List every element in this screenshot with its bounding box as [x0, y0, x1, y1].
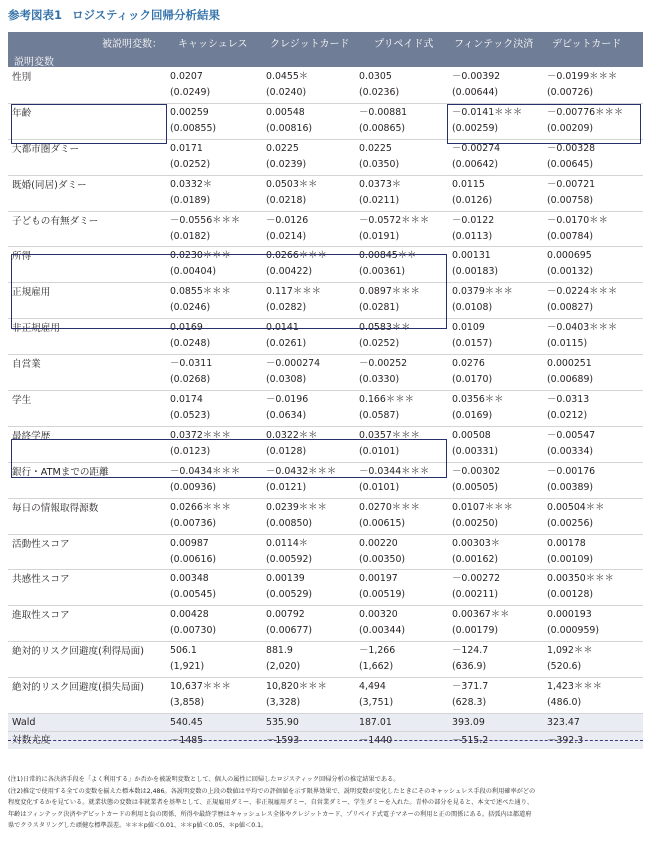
- coefficient-cell: 0.166＊＊＊: [359, 394, 414, 406]
- coefficient-cell: －0.0313: [547, 394, 590, 406]
- std-error-cell: (0.0108): [452, 302, 493, 314]
- row-label: 所得: [12, 251, 32, 263]
- row-label: 共感性スコア: [12, 574, 70, 586]
- row-label: 性別: [12, 72, 32, 83]
- table-row: [8, 535, 643, 571]
- std-error-cell: (0.0170): [452, 374, 493, 386]
- table-notes: [8, 774, 646, 832]
- coefficient-cell: －0.00252: [359, 358, 408, 370]
- coefficient-cell: －0.0170＊＊: [547, 214, 608, 226]
- coefficient-cell: 0.0583＊＊: [359, 322, 411, 334]
- std-error-cell: (0.00389): [547, 481, 594, 493]
- std-error-cell: (486.0): [547, 697, 582, 709]
- coefficient-cell: －0.0126: [266, 214, 309, 226]
- std-error-cell: (1,921): [170, 661, 205, 673]
- std-error-cell: (0.0236): [359, 87, 400, 98]
- coefficient-cell: 0.00197: [359, 573, 398, 585]
- std-error-cell: (0.0113): [452, 230, 493, 242]
- coefficient-cell: 0.0266＊＊＊: [170, 501, 231, 513]
- coefficient-cell: 0.0379＊＊＊: [452, 286, 513, 298]
- coefficient-cell: －0.0122: [452, 214, 495, 226]
- coefficient-cell: －0.0434＊＊＊: [170, 465, 241, 477]
- highlight-box-age-label: [11, 104, 167, 144]
- std-error-cell: (0.00183): [452, 266, 499, 278]
- std-error-cell: (0.0212): [547, 410, 588, 422]
- coefficient-cell: －0.00272: [452, 573, 501, 585]
- coefficient-cell: 0.0372＊＊＊: [170, 429, 231, 441]
- std-error-cell: (0.00644): [452, 87, 499, 98]
- coefficient-cell: 0.0109: [452, 322, 485, 334]
- coefficient-cell: －0.0196: [266, 394, 309, 406]
- loglik-value: －1593: [266, 734, 300, 746]
- table-row: [8, 606, 643, 642]
- std-error-cell: (0.00334): [547, 445, 594, 457]
- coefficient-cell: 1,092＊＊: [547, 645, 593, 657]
- coefficient-cell: 0.0897＊＊＊: [359, 286, 420, 298]
- coefficient-cell: 0.00139: [266, 573, 305, 585]
- std-error-cell: (0.00784): [547, 230, 594, 242]
- table-header: [8, 32, 643, 67]
- std-error-cell: (0.00730): [170, 625, 217, 637]
- column-header-prepaid: プリペイド式: [374, 39, 434, 50]
- coefficient-cell: 0.0503＊＊: [266, 178, 318, 190]
- coefficient-cell: 4,494: [359, 681, 386, 693]
- wald-divider: [8, 740, 643, 741]
- std-error-cell: (0.00350): [359, 553, 406, 565]
- loglik-value: －392.3: [547, 734, 584, 746]
- std-error-cell: (0.0246): [170, 302, 211, 314]
- coefficient-cell: －371.7: [452, 681, 489, 693]
- coefficient-cell: －0.00176: [547, 465, 596, 477]
- table-row: [8, 68, 643, 104]
- note-line: 年齢はフィンテック決済やデビットカードの利用と負の関係、所得や最終学歴はキャッシュレス全体やクレジットカード、プリペイド式電子マネーの利用と正の関係にある。括弧内は都道府: [8, 810, 532, 818]
- std-error-cell: (0.0157): [452, 338, 493, 350]
- explained-variable-label: 被説明変数：: [102, 39, 162, 50]
- coefficient-cell: 0.0855＊＊＊: [170, 286, 231, 298]
- std-error-cell: (0.00529): [266, 589, 313, 601]
- coefficient-cell: －0.00721: [547, 178, 596, 190]
- coefficient-cell: 0.0230＊＊＊: [170, 250, 231, 262]
- row-label: 毎日の情報取得源数: [12, 502, 99, 514]
- table-row: [8, 176, 643, 212]
- table-row: [8, 212, 643, 248]
- std-error-cell: (0.00545): [170, 589, 217, 601]
- loglik-value: －1485: [170, 734, 204, 746]
- table-row: [8, 355, 643, 391]
- coefficient-cell: 10,820＊＊＊: [266, 681, 327, 693]
- std-error-cell: (0.00816): [266, 122, 313, 134]
- std-error-cell: (0.00256): [547, 517, 594, 529]
- std-error-cell: (628.3): [452, 697, 487, 709]
- coefficient-cell: 881.9: [266, 645, 293, 657]
- coefficient-cell: －0.0311: [170, 358, 213, 370]
- std-error-cell: (0.0218): [266, 194, 307, 206]
- loglik-value: －515.2: [452, 734, 489, 746]
- std-error-cell: (0.00642): [452, 158, 499, 170]
- std-error-cell: (0.0350): [359, 158, 400, 170]
- coefficient-cell: 0.00845＊＊: [359, 250, 417, 262]
- table-row: [8, 642, 643, 678]
- coefficient-cell: 0.0225: [359, 142, 392, 154]
- explanatory-variable-label: 説明変数: [14, 57, 54, 68]
- row-label: 自営業: [12, 359, 41, 371]
- coefficient-cell: 0.00428: [170, 609, 209, 621]
- coefficient-cell: 0.0169: [170, 322, 203, 334]
- std-error-cell: (0.0182): [170, 230, 211, 242]
- std-error-cell: (0.0128): [266, 445, 307, 457]
- std-error-cell: (0.0330): [359, 374, 400, 386]
- coefficient-cell: 0.0115: [452, 178, 485, 190]
- std-error-cell: (0.00331): [452, 445, 499, 457]
- column-header-credit-card: クレジットカード: [270, 39, 350, 50]
- std-error-cell: (0.0115): [547, 338, 588, 350]
- std-error-cell: (0.0101): [359, 481, 400, 493]
- std-error-cell: (0.00109): [547, 553, 594, 565]
- highlight-box-income-employment: [11, 254, 447, 329]
- std-error-cell: (0.00865): [359, 122, 406, 134]
- std-error-cell: (0.00850): [266, 517, 313, 529]
- coefficient-cell: 0.0239＊＊＊: [266, 501, 327, 513]
- std-error-cell: (0.00936): [170, 481, 217, 493]
- coefficient-cell: 0.000695: [547, 250, 592, 262]
- std-error-cell: (0.00259): [452, 122, 499, 134]
- coefficient-cell: 506.1: [170, 645, 197, 657]
- std-error-cell: (0.0252): [359, 338, 400, 350]
- coefficient-cell: 0.0174: [170, 394, 203, 406]
- row-label: 絶対的リスク回避度(損失局面): [12, 682, 145, 694]
- coefficient-cell: 0.00504＊＊: [547, 501, 605, 513]
- coefficient-cell: 0.00320: [359, 609, 398, 621]
- coefficient-cell: 0.0455＊: [266, 71, 309, 82]
- std-error-cell: (0.0268): [170, 374, 211, 386]
- coefficient-cell: 0.0305: [359, 71, 392, 82]
- coefficient-cell: －0.0224＊＊＊: [547, 286, 618, 298]
- std-error-cell: (0.00361): [359, 266, 406, 278]
- coefficient-cell: 0.00792: [266, 609, 305, 621]
- std-error-cell: (0.00677): [266, 625, 313, 637]
- std-error-cell: (0.0123): [170, 445, 211, 457]
- std-error-cell: (2,020): [266, 661, 301, 673]
- coefficient-cell: 0.00987: [170, 537, 209, 549]
- coefficient-cell: 0.000251: [547, 358, 592, 370]
- coefficient-cell: 0.0225: [266, 142, 299, 154]
- std-error-cell: (0.0249): [170, 87, 211, 98]
- coefficient-cell: －0.00881: [359, 106, 408, 118]
- std-error-cell: (0.00726): [547, 87, 594, 98]
- std-error-cell: (0.00211): [452, 589, 499, 601]
- coefficient-cell: －0.00274: [452, 142, 501, 154]
- coefficient-cell: 1,423＊＊＊: [547, 681, 602, 693]
- std-error-cell: (0.000959): [547, 625, 600, 637]
- coefficient-cell: 0.00178: [547, 537, 586, 549]
- table-row: [8, 678, 643, 714]
- std-error-cell: (0.00344): [359, 625, 406, 637]
- coefficient-cell: 0.0332＊: [170, 178, 213, 190]
- coefficient-cell: 0.0107＊＊＊: [452, 501, 513, 513]
- wald-value: 540.45: [170, 717, 203, 729]
- std-error-cell: (0.0169): [452, 410, 493, 422]
- wald-value: 323.47: [547, 717, 580, 729]
- coefficient-cell: －124.7: [452, 645, 489, 657]
- std-error-cell: (0.00162): [452, 553, 499, 565]
- figure-title: [8, 5, 220, 25]
- coefficient-cell: －0.0344＊＊＊: [359, 465, 430, 477]
- coefficient-cell: －0.0572＊＊＊: [359, 214, 430, 226]
- coefficient-cell: 0.00350＊＊＊: [547, 573, 614, 585]
- std-error-cell: (0.0214): [266, 230, 307, 242]
- std-error-cell: (0.00505): [452, 481, 499, 493]
- coefficient-cell: －0.00392: [452, 71, 501, 82]
- std-error-cell: (0.00645): [547, 158, 594, 170]
- table-row: [8, 140, 643, 176]
- coefficient-cell: －0.0432＊＊＊: [266, 465, 337, 477]
- std-error-cell: (0.0101): [359, 445, 400, 457]
- note-line: (注2)推定で使用する全ての変数を揃えた標本数は2,486。各説明変数の上段の数値は平均での評価値を示す限界効果で、説明変数が変化したときにそのキャッシュレス手段の利用確率がどの: [8, 787, 536, 795]
- row-label: 進取性スコア: [12, 610, 70, 622]
- column-header-debit-card: デビットカード: [552, 39, 622, 50]
- std-error-cell: (0.0308): [266, 374, 307, 386]
- row-label: 活動性スコア: [12, 538, 70, 550]
- coefficient-cell: 0.00220: [359, 537, 398, 549]
- table-row: [8, 570, 643, 606]
- note-line: 程度変化するかを見ている。就業状態の変数は非就業者を基準として、正規雇用ダミー、非正規雇用ダミー、自営業ダミー、学生ダミーを入れた。青枠の部分を見ると、本文で述べた通り、: [8, 799, 534, 807]
- coefficient-cell: －0.00328: [547, 142, 596, 154]
- row-label: 子どもの有無ダミー: [12, 215, 99, 227]
- coefficient-cell: 0.00348: [170, 573, 209, 585]
- coefficient-cell: －0.0556＊＊＊: [170, 214, 241, 226]
- std-error-cell: (0.0252): [170, 158, 211, 170]
- std-error-cell: (0.00855): [170, 122, 217, 134]
- row-label: 学生: [12, 395, 32, 407]
- std-error-cell: (0.0281): [359, 302, 400, 314]
- column-header-fintech: フィンテック決済: [454, 39, 534, 50]
- std-error-cell: (636.9): [452, 661, 487, 673]
- std-error-cell: (0.0191): [359, 230, 400, 242]
- std-error-cell: (0.0248): [170, 338, 211, 350]
- column-header-cashless: キャッシュレス: [178, 39, 248, 50]
- std-error-cell: (0.00827): [547, 302, 594, 314]
- std-error-cell: (0.00209): [547, 122, 594, 134]
- std-error-cell: (0.0121): [266, 481, 307, 493]
- std-error-cell: (0.0211): [359, 194, 400, 206]
- note-line: (注1)日常的に各決済手段を「よく利用する」か否かを被説明変数として、個人の属性に回帰したロジスティック回帰分析の推定結果である。: [8, 776, 400, 783]
- row-label: 最終学歴: [12, 430, 51, 442]
- std-error-cell: (0.00758): [547, 194, 594, 206]
- std-error-cell: (0.00179): [452, 625, 499, 637]
- std-error-cell: (3,858): [170, 697, 205, 709]
- figure-title-text: ロジスティック回帰分析結果: [72, 8, 221, 22]
- std-error-cell: (0.00132): [547, 266, 594, 278]
- results-table: [8, 68, 643, 749]
- row-label: 年齢: [12, 107, 32, 119]
- highlight-box-education: [11, 439, 447, 478]
- coefficient-cell: 0.0276: [452, 358, 485, 370]
- std-error-cell: (0.00250): [452, 517, 499, 529]
- std-error-cell: (1,662): [359, 661, 394, 673]
- coefficient-cell: 0.00131: [452, 250, 491, 262]
- row-label: 銀行・ATMまでの距離: [12, 466, 109, 478]
- std-error-cell: (0.0189): [170, 194, 211, 206]
- loglik-label: 対数尤度: [12, 734, 51, 746]
- coefficient-cell: －0.00547: [547, 429, 596, 441]
- coefficient-cell: 0.0171: [170, 142, 203, 154]
- std-error-cell: (0.00404): [170, 266, 217, 278]
- wald-row: [8, 714, 643, 732]
- coefficient-cell: －0.000274: [266, 358, 321, 370]
- coefficient-cell: －0.00776＊＊＊: [547, 106, 624, 118]
- coefficient-cell: 0.0207: [170, 71, 203, 82]
- coefficient-cell: －0.0141＊＊＊: [452, 106, 523, 118]
- coefficient-cell: 0.000193: [547, 609, 592, 621]
- row-label: 大都市圏ダミー: [12, 143, 80, 155]
- coefficient-cell: －1,266: [359, 645, 396, 657]
- row-label: 非正規雇用: [12, 323, 60, 335]
- coefficient-cell: 0.0357＊＊＊: [359, 429, 420, 441]
- table-row: [8, 391, 643, 427]
- std-error-cell: (0.0282): [266, 302, 307, 314]
- wald-value: 187.01: [359, 717, 392, 729]
- coefficient-cell: 0.117＊＊＊: [266, 286, 321, 298]
- std-error-cell: (0.0240): [266, 87, 307, 98]
- coefficient-cell: 0.0373＊: [359, 178, 402, 190]
- coefficient-cell: 0.00303＊: [452, 537, 501, 549]
- coefficient-cell: 0.0322＊＊: [266, 429, 318, 441]
- std-error-cell: (0.00128): [547, 589, 594, 601]
- std-error-cell: (0.00615): [359, 517, 406, 529]
- highlight-box-age-values: [447, 104, 641, 144]
- coefficient-cell: 0.00548: [266, 106, 305, 118]
- wald-value: 535.90: [266, 717, 299, 729]
- note-line: 県でクラスタリングした頑健な標準誤差。＊＊＊p値＜0.01、＊＊p値＜0.05、＊p値＜0.1。: [8, 822, 268, 830]
- coefficient-cell: 0.0270＊＊＊: [359, 501, 420, 513]
- coefficient-cell: －0.00302: [452, 465, 501, 477]
- std-error-cell: (0.0634): [266, 410, 307, 422]
- wald-label: Wald: [12, 717, 36, 729]
- coefficient-cell: 10,637＊＊＊: [170, 681, 231, 693]
- std-error-cell: (0.00736): [170, 517, 217, 529]
- std-error-cell: (0.00422): [266, 266, 313, 278]
- std-error-cell: (0.00616): [170, 553, 217, 565]
- std-error-cell: (0.0523): [170, 410, 211, 422]
- row-label: 既婚(同居)ダミー: [12, 179, 87, 191]
- std-error-cell: (3,328): [266, 697, 301, 709]
- coefficient-cell: 0.0266＊＊＊: [266, 250, 327, 262]
- coefficient-cell: 0.00367＊＊: [452, 609, 510, 621]
- coefficient-cell: 0.00259: [170, 106, 209, 118]
- table-row: [8, 499, 643, 535]
- row-label: 正規雇用: [12, 287, 51, 299]
- std-error-cell: (0.00519): [359, 589, 406, 601]
- loglik-value: －1440: [359, 734, 393, 746]
- coefficient-cell: －0.0403＊＊＊: [547, 322, 618, 334]
- wald-value: 393.09: [452, 717, 485, 729]
- coefficient-cell: 0.0141: [266, 322, 299, 334]
- row-label: 絶対的リスク回避度(利得局面): [12, 646, 145, 658]
- coefficient-cell: －0.0199＊＊＊: [547, 71, 618, 82]
- std-error-cell: (0.0587): [359, 410, 400, 422]
- coefficient-cell: 0.00508: [452, 429, 491, 441]
- std-error-cell: (0.0126): [452, 194, 493, 206]
- std-error-cell: (520.6): [547, 661, 582, 673]
- std-error-cell: (0.0239): [266, 158, 307, 170]
- std-error-cell: (0.00689): [547, 374, 594, 386]
- coefficient-cell: 0.0356＊＊: [452, 394, 504, 406]
- figure-label: 参考図表1: [8, 8, 63, 22]
- std-error-cell: (0.00592): [266, 553, 313, 565]
- coefficient-cell: 0.0114＊: [266, 537, 309, 549]
- std-error-cell: (0.0261): [266, 338, 307, 350]
- std-error-cell: (3,751): [359, 697, 394, 709]
